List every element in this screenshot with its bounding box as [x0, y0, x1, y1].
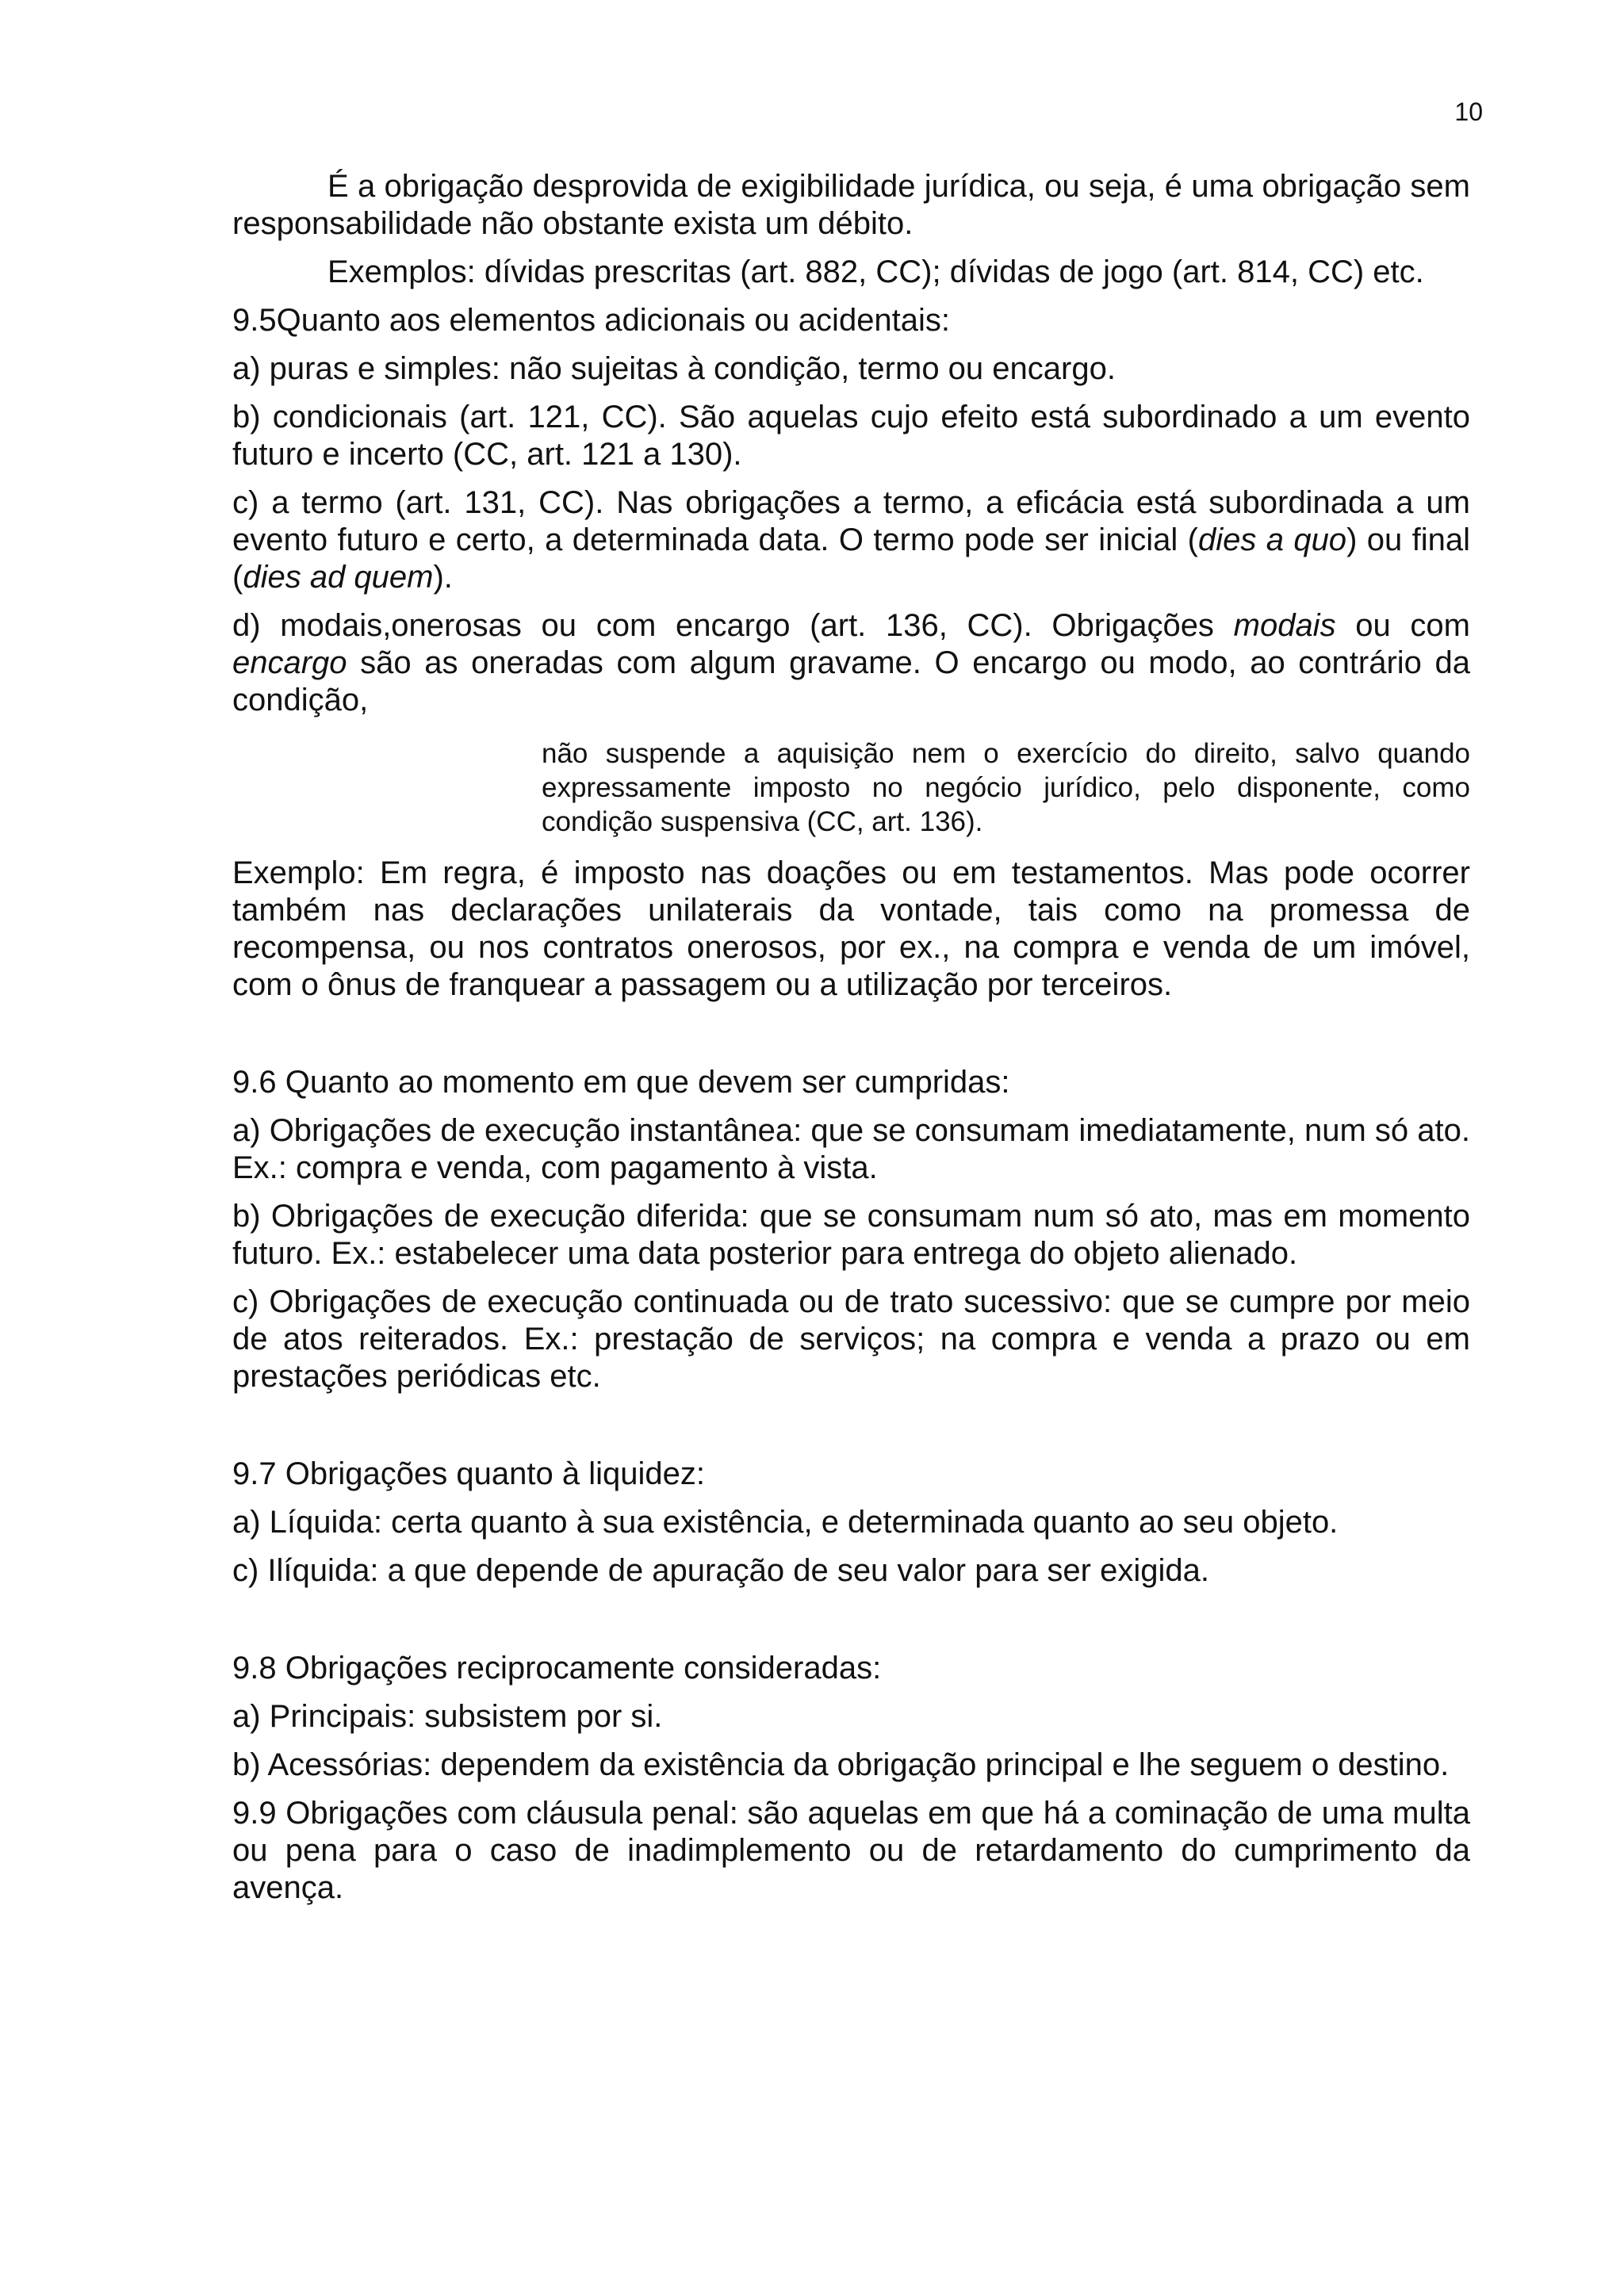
term-italic-dies-a-quo: dies a quo — [1197, 522, 1347, 557]
list-item-accessory: b) Acessórias: dependem da existência da obrigação principal e lhe seguem o destino. — [232, 1747, 1450, 1782]
list-item-term — [232, 484, 1470, 596]
document-body — [232, 168, 1470, 1907]
list-item-principal: a) Principais: subsistem por si. — [232, 1699, 663, 1734]
list-item-modal — [232, 607, 1470, 719]
section-heading-9-8: 9.8 Obrigações reciprocamente consideradas: — [232, 1651, 882, 1686]
list-item-liquid: a) Líquida: certa quanto à sua existência, e determinada quanto ao seu objeto. — [232, 1505, 1339, 1540]
section-heading-9-5: 9.5Quanto aos elementos adicionais ou acidentais: — [232, 303, 951, 338]
block-quote: não suspende a aquisição nem o exercício do direito, salvo quando expressamente imposto no negócio jurídico, pelo disponente, como condição suspensiva (CC, art. 136). — [542, 738, 1470, 837]
page-number: 10 — [1454, 98, 1483, 126]
term-text-1: c) a termo (art. 131, CC). Nas obrigações a termo, a eficácia está subordinada a um evento futuro e certo, a determinada data. O termo pode ser inicial ( — [232, 485, 1470, 557]
list-item-deferred-execution: b) Obrigações de execução diferida: que se consumam num só ato, mas em momento futuro. Ex.: estabelecer uma data posterior para entrega do objeto alienado. — [232, 1199, 1470, 1271]
modal-text-3: são as oneradas com algum gravame. O encargo ou modo, ao contrário da condição, — [232, 645, 1470, 718]
modal-italic-modais: modais — [1233, 608, 1336, 643]
term-text-3: ). — [433, 560, 453, 595]
section-paragraph-9-9: 9.9 Obrigações com cláusula penal: são aquelas em que há a cominação de uma multa ou pena para o caso de inadimplemento ou de retardamento do cumprimento da avença. — [232, 1796, 1470, 1905]
list-item-instant-execution: a) Obrigações de execução instantânea: que se consumam imediatamente, num só ato. Ex.: compra e venda, com pagamento à vista. — [232, 1113, 1470, 1185]
modal-text-1: d) modais,onerosas ou com encargo (art. 136, CC). Obrigações — [232, 608, 1234, 643]
paragraph-examples: Exemplos: dívidas prescritas (art. 882, CC); dívidas de jogo (art. 814, CC) etc. — [327, 254, 1424, 289]
section-heading-9-7: 9.7 Obrigações quanto à liquidez: — [232, 1456, 705, 1491]
list-item-illiquid: c) Ilíquida: a que depende de apuração de seu valor para ser exigida. — [232, 1553, 1209, 1588]
list-item-continued-execution: c) Obrigações de execução continuada ou de trato sucessivo: que se cumpre por meio de atos reiterados. Ex.: prestação de serviços; na compra e venda a prazo ou em prestações periódicas etc. — [232, 1284, 1470, 1394]
modal-text-2: ou com — [1335, 608, 1470, 643]
list-item-pure-simple: a) puras e simples: não sujeitas à condição, termo ou encargo. — [232, 351, 1116, 386]
term-italic-dies-ad-quem: dies ad quem — [243, 560, 434, 595]
modal-italic-encargo: encargo — [232, 645, 347, 680]
list-item-conditional: b) condicionais (art. 121, CC). São aquelas cujo efeito está subordinado a um evento futuro e incerto (CC, art. 121 a 130). — [232, 400, 1470, 472]
paragraph-example-encargo: Exemplo: Em regra, é imposto nas doações ou em testamentos. Mas pode ocorrer também nas declarações unilaterais da vontade, tais como na promessa de recompensa, ou nos contratos onerosos, por ex., na compra e venda de um imóvel, com o ônus de franquear a passagem ou a utilização por terceiros. — [232, 855, 1470, 1002]
section-heading-9-6: 9.6 Quanto ao momento em que devem ser cumpridas: — [232, 1065, 1010, 1100]
term-text-2: ) ou final ( — [232, 522, 1470, 595]
paragraph-natural-obligation: É a obrigação desprovida de exigibilidade jurídica, ou seja, é uma obrigação sem responsabilidade não obstante exista um débito. — [232, 169, 1470, 241]
